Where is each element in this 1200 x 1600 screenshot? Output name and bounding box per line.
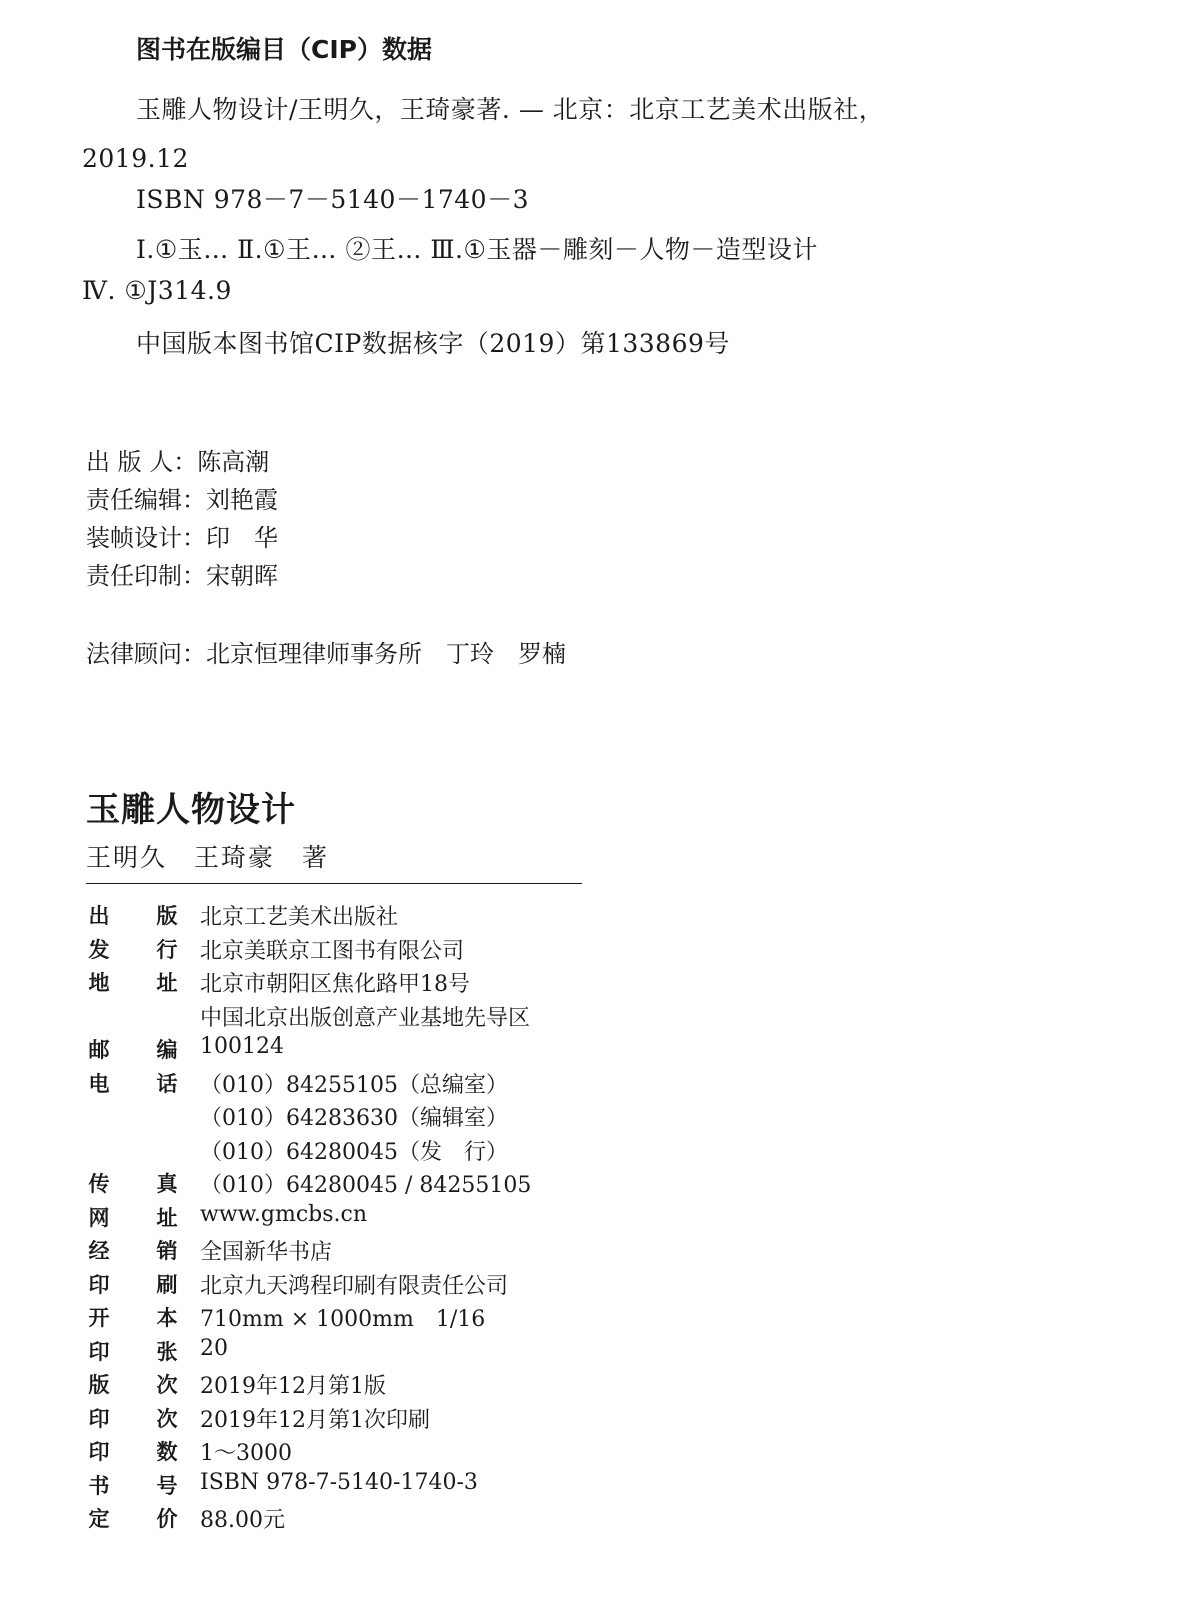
colophon-row: [86, 1202, 786, 1236]
legal-value: 北京恒理律师事务所 丁玲 罗楠: [206, 640, 566, 668]
label-char: 行: [156, 937, 178, 962]
colophon-label: [86, 1068, 198, 1098]
colophon-label: [86, 1202, 198, 1232]
colophon-value: 2019年12月第1次印刷: [200, 1407, 430, 1433]
colophon-row: [86, 1336, 786, 1370]
colophon-label: [86, 1302, 198, 1332]
label-char: 次: [156, 1406, 178, 1431]
colophon-row: [86, 1503, 786, 1537]
colophon-row: [86, 900, 786, 934]
label-char: 开: [88, 1306, 110, 1330]
colophon-row: [86, 1235, 786, 1269]
colophon-value: （010）84255105（总编室）: [200, 1072, 508, 1098]
label-char: 数: [156, 1440, 178, 1464]
colophon-row: [86, 934, 786, 968]
colophon-value: 北京九天鸿程印刷有限责任公司: [200, 1273, 509, 1299]
colophon-label: [86, 900, 198, 930]
colophon-row: [86, 1001, 786, 1035]
label-char: 传: [88, 1172, 110, 1196]
colophon-label: [86, 1336, 198, 1366]
label-char: 印: [88, 1440, 110, 1464]
colophon-value: （010）64280045 / 84255105: [200, 1173, 532, 1198]
staff-publisher: [86, 442, 269, 477]
staff-label: 装帧设计：: [86, 524, 206, 552]
label-char: 经: [88, 1239, 110, 1263]
staff-value: 宋朝晖: [206, 562, 278, 590]
colophon-row: [86, 1135, 786, 1169]
colophon-row: [86, 1269, 786, 1303]
label-char: 号: [156, 1473, 178, 1498]
colophon-label: [86, 967, 198, 997]
legal-counsel: [86, 634, 566, 669]
legal-label: 法律顾问：: [86, 640, 206, 668]
book-title: 玉雕人物设计: [86, 790, 296, 830]
colophon-row: [86, 1034, 786, 1068]
label-char: 版: [88, 1373, 110, 1397]
colophon-label: [86, 1034, 198, 1064]
cip-line-class-number: Ⅳ. ①J314.9: [82, 276, 232, 305]
colophon-value: ISBN 978-7-5140-1740-3: [200, 1469, 478, 1495]
colophon-row: [86, 1068, 786, 1102]
colophon-value: （010）64283630（编辑室）: [200, 1106, 508, 1131]
label-char: 网: [88, 1205, 110, 1230]
colophon-value: 100124: [200, 1034, 284, 1059]
colophon-value: 710mm × 1000mm 1/16: [200, 1307, 486, 1332]
label-char: 次: [156, 1373, 178, 1397]
staff-label: 责任印制：: [86, 562, 206, 590]
staff-printing-supervisor: [86, 556, 278, 591]
colophon-row: [86, 1369, 786, 1403]
colophon-row: [86, 967, 786, 1001]
label-char: 话: [156, 1071, 178, 1096]
colophon-value: 1～3000: [200, 1441, 292, 1466]
staff-label: 出 版 人：: [86, 448, 198, 476]
label-char: 版: [156, 904, 178, 928]
colophon-row: [86, 1101, 786, 1135]
label-char: 真: [156, 1172, 178, 1196]
staff-value: 陈高潮: [197, 448, 270, 476]
colophon-table: [86, 900, 786, 1537]
colophon-value: 20: [200, 1335, 228, 1361]
colophon-label: [86, 1503, 198, 1533]
label-char: 张: [156, 1339, 178, 1364]
colophon-label: [86, 1168, 198, 1198]
colophon-value: 2019年12月第1版: [200, 1374, 386, 1399]
label-char: 编: [156, 1038, 178, 1062]
staff-value: 印 华: [206, 524, 278, 552]
label-char: 价: [156, 1507, 178, 1531]
colophon-value: www.gmcbs.cn: [200, 1201, 367, 1227]
cip-line-record-number: 中国版本图书馆CIP数据核字（2019）第133869号: [136, 329, 730, 358]
staff-label: 责任编辑：: [86, 486, 206, 514]
colophon-label: [86, 1235, 198, 1265]
cip-line-isbn: ISBN 978－7－5140－1740－3: [136, 185, 529, 214]
label-char: 印: [88, 1406, 110, 1431]
label-char: 发: [88, 937, 110, 962]
label-char: 出: [88, 904, 110, 928]
colophon-value: 88.00元: [200, 1508, 285, 1533]
colophon-value: 北京工艺美术出版社: [200, 905, 399, 930]
cip-line-date: 2019.12: [82, 144, 189, 173]
colophon-label: [86, 1436, 198, 1466]
label-char: 邮: [88, 1038, 110, 1062]
staff-editor: [86, 480, 278, 515]
label-char: 书: [88, 1473, 110, 1498]
label-char: 刷: [156, 1272, 178, 1297]
label-char: 址: [156, 971, 178, 995]
label-char: 电: [88, 1071, 110, 1096]
cip-line-classification: Ⅰ.①玉… Ⅱ.①王… ②王… Ⅲ.①玉器－雕刻－人物－造型设计: [136, 235, 818, 264]
cip-heading: 图书在版编目（CIP）数据: [136, 35, 432, 64]
colophon-label: [86, 1403, 198, 1433]
colophon-row: [86, 1403, 786, 1437]
label-char: 本: [156, 1306, 178, 1330]
book-authors: 王明久 王琦豪 著: [86, 843, 330, 872]
staff-value: 刘艳霞: [206, 486, 278, 514]
colophon-row: [86, 1436, 786, 1470]
label-char: 定: [88, 1507, 110, 1531]
colophon-value: 中国北京出版创意产业基地先导区: [200, 1005, 531, 1031]
colophon-row: [86, 1302, 786, 1336]
label-char: 销: [156, 1239, 178, 1263]
colophon-label: [86, 1470, 198, 1500]
divider: [86, 883, 582, 884]
colophon-label: [86, 1369, 198, 1399]
colophon-label: [86, 1269, 198, 1299]
label-char: 地: [88, 971, 110, 995]
colophon-value: （010）64280045（发 行）: [200, 1139, 508, 1165]
colophon-value: 北京美联京工图书有限公司: [200, 938, 465, 964]
cip-line-title: 玉雕人物设计/王明久，王琦豪著. — 北京：北京工艺美术出版社，: [136, 95, 885, 124]
colophon-value: 全国新华书店: [200, 1240, 333, 1265]
label-char: 址: [156, 1205, 178, 1230]
colophon-label: [86, 934, 198, 964]
colophon-row: [86, 1168, 786, 1202]
label-char: 印: [88, 1272, 110, 1297]
label-char: 印: [88, 1339, 110, 1364]
colophon-row: [86, 1470, 786, 1504]
staff-designer: [86, 518, 278, 553]
colophon-value: 北京市朝阳区焦化路甲18号: [200, 972, 470, 997]
